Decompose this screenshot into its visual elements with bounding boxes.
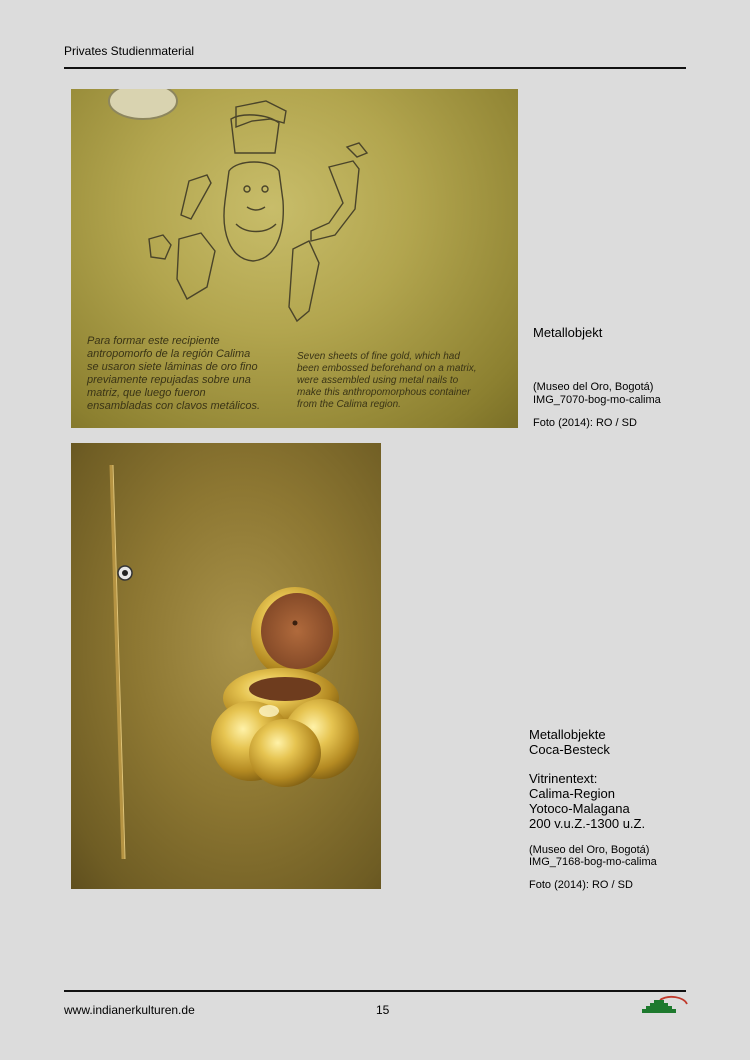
header-rule [64, 67, 686, 69]
photo-calima-container-panel [71, 89, 518, 428]
panel-text-line: were assembled using metal nails to [297, 375, 459, 386]
vitrine-line: Calima-Region [529, 786, 615, 801]
caption-credit-1: Foto (2014): RO / SD [533, 417, 637, 429]
caption-museum-1: (Museo del Oro, Bogotá) [533, 381, 654, 393]
panel-text-line: antropomorfo de la región Calima [87, 348, 251, 360]
vitrine-label: Vitrinentext: [529, 771, 598, 786]
panel-text-line: matriz, que luego fueron [87, 387, 206, 399]
caption-title-2a: Metallobjekte [529, 727, 606, 742]
panel-text-line: been embossed beforehand on a matrix, [297, 363, 477, 374]
panel-text-line: Seven sheets of fine gold, which had [297, 351, 460, 362]
vitrine-line: 200 v.u.Z.-1300 u.Z. [529, 816, 646, 831]
pyramid-logo-icon [640, 994, 690, 1016]
caption-credit-2: Foto (2014): RO / SD [529, 879, 633, 891]
page-number: 15 [376, 1003, 390, 1017]
vitrine-line: Yotoco-Malagana [529, 801, 630, 816]
panel-text-line: from the Calima region. [297, 399, 401, 410]
caption-title-1: Metallobjekt [533, 325, 603, 340]
header-title: Privates Studienmaterial [64, 44, 195, 58]
panel-text-line: make this anthropomorphous container [297, 387, 471, 398]
footer-rule [64, 990, 686, 992]
caption-museum-2: (Museo del Oro, Bogotá) [529, 844, 650, 856]
photo-coca-set [71, 443, 381, 889]
caption-image-id-2: IMG_7168-bog-mo-calima [529, 856, 657, 868]
panel-text-spanish [87, 335, 260, 413]
panel-text-english [297, 351, 477, 411]
panel-text-line: Para formar este recipiente [87, 335, 220, 347]
panel-text-line: previamente repujadas sobre una [87, 374, 251, 386]
panel-text-line: se usaron siete láminas de oro fino [87, 361, 258, 373]
caption-title-2b: Coca-Besteck [529, 742, 610, 757]
panel-text-line: ensambladas con clavos metálicos. [87, 400, 261, 412]
footer-url: www.indianerkulturen.de [64, 1003, 195, 1017]
caption-image-id-1: IMG_7070-bog-mo-calima [533, 394, 661, 406]
coca-set-drawing [71, 443, 381, 889]
